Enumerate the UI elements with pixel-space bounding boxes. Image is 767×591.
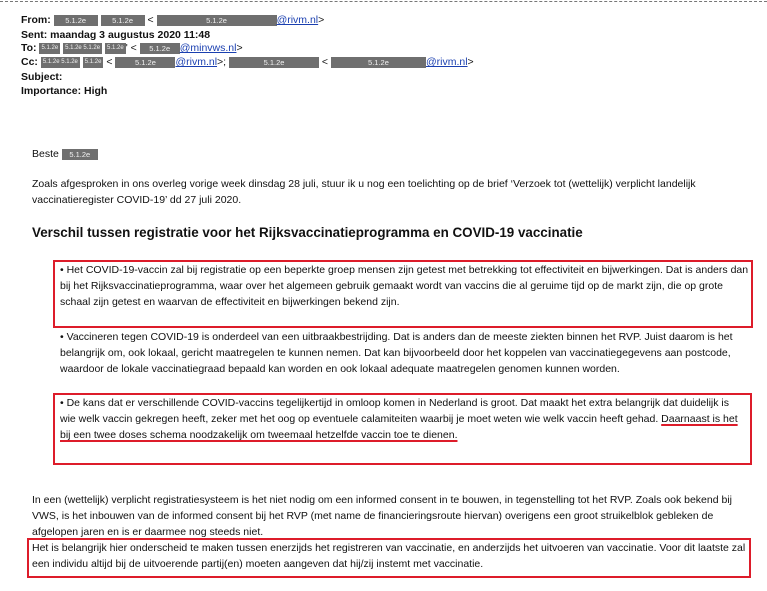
sent-value: maandag 3 augustus 2020 11:48 — [50, 29, 211, 41]
redaction-box: 5.1.2e — [39, 43, 60, 54]
redaction-box: 5.1.2e — [115, 57, 175, 68]
subject-row — [21, 71, 62, 84]
redaction-box: 5.1.2e — [101, 15, 145, 26]
redaction-box: 5.1.2e 5.1.2e — [63, 43, 102, 54]
to-row: To: 5.1.2e 5.1.2e 5.1.2e 5.1.2e ' < 5.1.2e @minvws.nl> — [21, 42, 243, 54]
redaction-box: 5.1.2e — [105, 43, 126, 54]
to-domain-link[interactable]: @minvws.nl — [179, 42, 237, 54]
distinction-paragraph: Het is belangrijk hier onderscheid te maken tussen enerzijds het registreren van vaccinatie, en anderzijds het uitvoeren van vaccinatie. Voor dit laatste zal een individu altijd bij de uitvoerende partij(en) moeten aangeven dat hij/zij instemt met vaccinatie. — [32, 542, 746, 570]
cc-row: Cc: 5.1.2e 5.1.2e 5.1.2e < 5.1.2e @rivm.nl>; 5.1.2e < 5.1.2e @rivm.nl> — [21, 56, 474, 68]
importance-value: High — [84, 85, 108, 97]
cc-domain-link[interactable]: @rivm.nl — [425, 56, 468, 68]
importance-label: Importance: — [21, 85, 82, 97]
consent-paragraph: In een (wettelijk) verplicht registratiesysteem is het niet nodig om een informed consent in te bouwen, in tegenstelling tot het RVP. Zoals ook bekend bij VWS, is het inbouwen van de informed consent bij het RVP (met name de financieringsroute hiervan) overigens een groot struikelblok gebleken de afgelopen jaren en is er daarmee nog steeds niet. — [32, 494, 733, 538]
sent-row — [21, 29, 210, 42]
bullet-2: • Vaccineren tegen COVID-19 is onderdeel van een uitbraakbestrijding. Dat is anders dan de meeste ziekten binnen het RVP. Juist daarom is het belangrijk om, ook lokaal, gericht maatregelen te kunnen nemen. Dat kan bijvoorbeeld door het koppelen van vaccinatiegegevens aan postcode, waardoor de lokale vaccinatiegraad bepaald kan worden en ook lokaal adequate maatregelen genomen kunnen worden. — [60, 331, 733, 375]
from-label: From: — [21, 14, 51, 26]
cc-label: Cc: — [21, 56, 38, 68]
from-domain-link[interactable]: @rivm.nl — [276, 14, 319, 26]
from-row: From: 5.1.2e 5.1.2e < 5.1.2e @rivm.nl> — [21, 14, 325, 26]
bullet-3-underlined-text: Daarnaast is het bij een twee doses schema noodzakelijk om tweemaal hetzelfde vaccin toe te dienen. — [60, 413, 738, 441]
redaction-box: 5.1.2e 5.1.2e — [41, 57, 80, 68]
redaction-box: 5.1.2e — [140, 43, 180, 54]
redaction-box: 5.1.2e — [331, 57, 426, 68]
redaction-box: 5.1.2e — [83, 57, 104, 68]
redaction-box: 5.1.2e — [229, 57, 319, 68]
cc-domain-link[interactable]: @rivm.nl — [175, 56, 218, 68]
intro-paragraph: Zoals afgesproken in ons overleg vorige week dinsdag 28 juli, stuur ik u nog een toelichting op de brief ‘Verzoek tot (wettelijk) verplicht landelijk vaccinatieregister COVID-19’ dd 27 juli 2020. — [32, 178, 696, 206]
bullet-1: • Het COVID-19-vaccin zal bij registratie op een beperkte groep mensen zijn getest met betrekking tot effectiviteit en bijwerkingen. Dat is anders dan bij het Rijksvaccinatieprogramma, waar over het algemeen gebruik gemaakt wordt van vaccins die al geruime tijd op de markt zijn, die op grote schaal zijn getest en waarvan de effectiviteit en bijwerkingen bekend zijn. — [60, 264, 749, 308]
subject-label: Subject: — [21, 71, 63, 83]
redaction-box: 5.1.2e — [54, 15, 98, 26]
bullet-3-text: • De kans dat er verschillende COVID-vaccins tegelijkertijd in omloop komen in Nederland is groot. Dat maakt het extra belangrijk dat duidelijk is wie welk vaccin gekregen heeft, zeker met het oog op eventuele calamiteiten waarbij je moet weten wie welk vaccin heeft gehad. — [60, 397, 729, 425]
section-heading: Verschil tussen registratie voor het Rijksvaccinatieprogramma en COVID-19 vaccinatie — [32, 225, 583, 240]
greeting-text: Beste — [32, 148, 59, 160]
to-label: To: — [21, 42, 37, 54]
redaction-box: 5.1.2e — [157, 15, 277, 26]
greeting-line — [32, 146, 98, 162]
redaction-box: 5.1.2e — [62, 149, 98, 160]
top-dotted-border — [0, 1, 767, 2]
sent-label: Sent: — [21, 29, 48, 41]
bullet-3 — [60, 395, 746, 443]
importance-row — [21, 85, 107, 98]
